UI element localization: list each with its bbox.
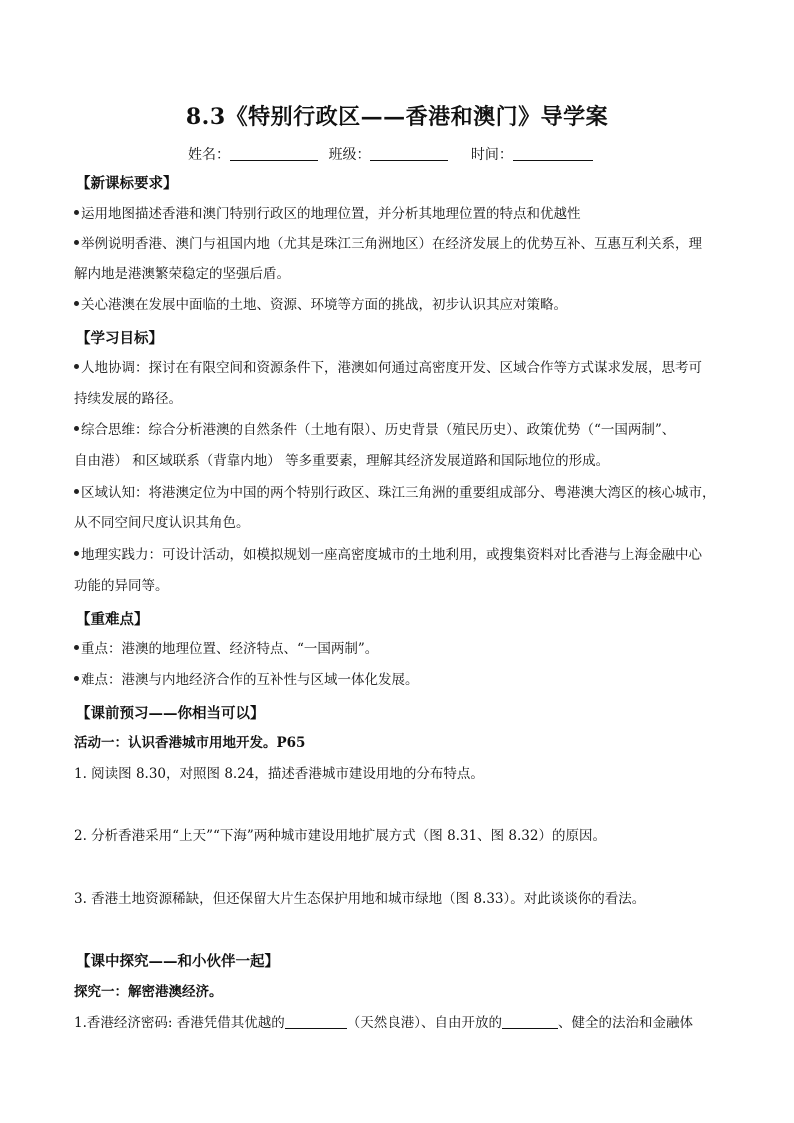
curriculum-item-continued: 解内地是港澳繁荣稳定的坚强后盾。 xyxy=(74,266,290,282)
bullet-icon xyxy=(74,551,79,556)
curriculum-item: 运用地图描述香港和澳门特别行政区的地理位置，并分析其地理位置的特点和优越性 xyxy=(74,205,581,223)
preview-question-2: 2. 分析香港采用“上天”“下海”两种城市建设用地扩展方式（图 8.31、图 8.32）的原因。 xyxy=(74,828,606,844)
goal-item-continued: 功能的异同等。 xyxy=(74,578,169,594)
bullet-icon xyxy=(74,489,79,494)
section-heading-goals: 【学习目标】 xyxy=(76,330,163,347)
time-label: 时间： xyxy=(470,147,513,163)
bullet-icon xyxy=(74,645,79,650)
key-point-item: 难点：港澳与内地经济合作的互补性与区域一体化发展。 xyxy=(74,671,419,689)
bullet-icon xyxy=(74,364,79,369)
name-blank[interactable] xyxy=(230,146,318,161)
curriculum-item: 举例说明香港、澳门与祖国内地（尤其是珠江三角洲地区）在经济发展上的优势互补、互惠互利关系，理 xyxy=(74,235,702,253)
bullet-icon xyxy=(74,426,79,431)
class-blank[interactable] xyxy=(370,146,448,161)
goal-item-continued: 持续发展的路径。 xyxy=(74,391,182,407)
answer-blank[interactable] xyxy=(502,1015,558,1029)
section-heading-curriculum: 【新课标要求】 xyxy=(76,175,178,192)
preview-question-3: 3. 香港土地资源稀缺，但还保留大片生态保护用地和城市绿地（图 8.33）。对此谈谈你的看法。 xyxy=(74,891,646,907)
class-label: 班级： xyxy=(328,147,371,163)
bullet-icon xyxy=(74,676,79,681)
goal-item-continued: 自由港） 和区域联系（背靠内地） 等多重要素，理解其经济发展道路和国际地位的形成。 xyxy=(74,453,610,469)
explore-question-1: 1.香港经济密码: 香港凭借其优越的 （天然良港）、自由开放的 、健全的法治和金融体 xyxy=(74,1015,693,1031)
explore-activity: 探究一：解密港澳经济。 xyxy=(74,984,223,1000)
page-title: 8.3《特别行政区——香港和澳门》导学案 xyxy=(185,104,609,130)
goal-item: 区域认知：将港澳定位为中国的两个特别行政区、珠江三角洲的重要组成部分、粤港澳大湾区的核心城市， xyxy=(74,484,716,502)
goal-item: 人地协调：探讨在有限空间和资源条件下，港澳如何通过高密度开发、区域合作等方式谋求发展，思考可 xyxy=(74,359,702,377)
name-label: 姓名： xyxy=(188,147,230,163)
section-heading-key-points: 【重难点】 xyxy=(76,611,149,628)
section-heading-preview: 【课前预习——你相当可以】 xyxy=(76,705,265,722)
curriculum-item: 关心港澳在发展中面临的土地、资源、环境等方面的挑战，初步认识其应对策略。 xyxy=(74,296,567,314)
student-info-row xyxy=(188,144,593,164)
bullet-icon xyxy=(74,210,79,215)
key-point-item: 重点：港澳的地理位置、经济特点、“一国两制”。 xyxy=(74,640,378,658)
bullet-icon xyxy=(74,301,79,306)
section-heading-explore: 【课中探究——和小伙伴一起】 xyxy=(76,953,279,970)
goal-item: 地理实践力：可设计活动，如模拟规划一座高密度城市的土地利用，或搜集资料对比香港与上海金融中心 xyxy=(74,546,702,564)
preview-activity: 活动一：认识香港城市用地开发。P65 xyxy=(74,735,306,751)
preview-question-1: 1. 阅读图 8.30，对照图 8.24，描述香港城市建设用地的分布特点。 xyxy=(74,766,484,782)
bullet-icon xyxy=(74,240,79,245)
goal-item: 综合思维：综合分析港澳的自然条件（土地有限）、历史背景（殖民历史）、政策优势（“一国两制”、 xyxy=(74,421,675,439)
answer-blank[interactable] xyxy=(285,1015,347,1029)
goal-item-continued: 从不同空间尺度认识其角色。 xyxy=(74,515,250,531)
time-blank[interactable] xyxy=(513,146,593,161)
